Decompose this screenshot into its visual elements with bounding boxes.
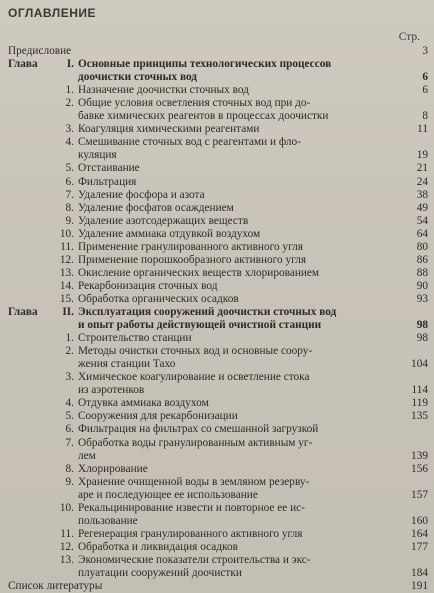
entry-page-number: 54	[416, 214, 428, 227]
toc-entry	[0, 44, 434, 58]
toc-entry	[0, 527, 434, 541]
toc-entry	[0, 566, 434, 580]
entry-title: бавке химических реагентов в процессах доочистки	[78, 110, 329, 123]
toc-entry	[0, 57, 434, 71]
toc-entry	[0, 370, 434, 384]
toc-entry	[0, 135, 434, 149]
toc-entry	[0, 305, 434, 319]
toc-entry	[0, 357, 434, 371]
entry-title: пользование	[78, 514, 138, 527]
entry-page-number: 184	[411, 567, 428, 579]
entry-page-number: 191	[411, 580, 428, 593]
entry-page-number: 49	[416, 201, 428, 214]
entry-title: Эксплуатация сооружений доочистки сточных вод	[78, 306, 337, 318]
toc-heading: ОГЛАВЛЕНИЕ	[8, 6, 97, 20]
toc-entry	[0, 540, 434, 554]
toc-entry	[0, 175, 434, 189]
entry-title: Предисловие	[8, 45, 72, 57]
toc-entry	[0, 318, 434, 332]
entry-title: Общие условия осветления сточных вод при до-	[78, 97, 311, 110]
toc-entry	[0, 488, 434, 502]
toc-entry	[0, 462, 434, 476]
entry-number: 8.	[65, 462, 74, 475]
entry-title: Основные принципы технологических процессов	[78, 58, 332, 71]
toc-entry	[0, 383, 434, 397]
entry-number: 7.	[65, 188, 74, 201]
entry-page-number: 3	[422, 45, 428, 57]
entry-page-number: 98	[416, 319, 428, 332]
toc-entry	[0, 436, 434, 450]
entry-number: 15.	[59, 292, 74, 305]
entry-page-number: 19	[416, 149, 428, 162]
toc-entry	[0, 83, 434, 97]
toc-entry	[0, 148, 434, 162]
toc-entry	[0, 449, 434, 463]
entry-title: Сооружения для рекарбонизации	[78, 410, 238, 423]
entry-title: Экономические показатели строительства и экс-	[78, 553, 311, 566]
toc-entry	[0, 514, 434, 528]
entry-title: Химическое коагулирование и осветление стока	[78, 371, 310, 384]
entry-page-number: 11	[417, 123, 428, 136]
toc-entry	[0, 70, 434, 84]
entry-page-number: 135	[411, 410, 428, 423]
entry-page-number: 86	[416, 253, 428, 266]
entry-number: 13.	[59, 553, 74, 566]
entry-title: аре и последующее ее использование	[78, 488, 258, 501]
toc-entry	[0, 579, 434, 593]
toc-entry	[0, 553, 434, 567]
entry-title: Удаление фосфатов осаждением	[78, 201, 234, 214]
entry-title: Обработка воды гранулированным активным уг-	[78, 436, 313, 449]
chapter-label: Глава	[8, 58, 38, 71]
entry-title: Назначение доочистки сточных вод	[78, 84, 249, 97]
entry-title: Методы очистки сточных вод и основные соору-	[78, 345, 313, 358]
entry-number: 11.	[60, 240, 74, 253]
entry-page-number: 64	[416, 227, 428, 240]
entry-number: 13.	[59, 266, 74, 279]
toc-entry	[0, 122, 434, 136]
entry-number: 11.	[60, 527, 74, 540]
entry-title: лем	[78, 449, 96, 462]
entry-page-number: 156	[411, 462, 428, 475]
entry-number: 1.	[65, 84, 74, 97]
entry-page-number: 164	[411, 527, 428, 540]
entry-title: и опыт работы действующей очистной станции	[78, 319, 322, 332]
entry-number: 6.	[65, 175, 74, 188]
toc-entry	[0, 396, 434, 410]
entry-title: Удаление фосфора и азота	[78, 188, 205, 201]
entry-page-number: 93	[416, 292, 428, 305]
toc-entry	[0, 161, 434, 175]
entry-title: Отдувка аммиака воздухом	[78, 397, 209, 410]
entry-page-number: 98	[416, 332, 428, 345]
entry-title: Хранение очищенной воды в земляном резерву-	[78, 475, 310, 488]
entry-number: 8.	[65, 201, 74, 214]
entry-title: Строительство станции	[78, 332, 192, 345]
entry-number: 7.	[65, 436, 74, 449]
toc-entry	[0, 501, 434, 515]
toc-entry	[0, 96, 434, 110]
entry-page-number: 114	[411, 384, 428, 397]
entry-page-number: 24	[416, 175, 428, 188]
toc-entry	[0, 409, 434, 423]
entry-number: 3.	[65, 371, 74, 384]
toc-entry	[0, 331, 434, 345]
entry-title: Смешивание сточных вод с реагентами и фло-	[78, 136, 301, 149]
entry-title: жения станции Тахо	[78, 358, 176, 371]
entry-title: Фильтрация на фильтрах со смешанной загрузкой	[78, 423, 319, 436]
entry-title: Рекальцинирование извести и повторное ее ис-	[78, 501, 305, 514]
entry-page-number: 38	[416, 188, 428, 201]
toc-entry	[0, 475, 434, 489]
entry-title: Рекарбонизация сточных вод	[78, 279, 218, 292]
entry-page-number: 6	[422, 71, 428, 84]
entry-number: 9.	[65, 475, 74, 488]
toc-entry	[0, 344, 434, 358]
entry-title: Удаление аммиака отдувкой воздухом	[78, 227, 261, 240]
toc-entry	[0, 253, 434, 267]
entry-page-number: 139	[411, 449, 428, 462]
entry-number: 5.	[65, 162, 74, 175]
chapter-label: Глава	[8, 306, 38, 318]
entry-number: 4.	[65, 136, 74, 149]
page-column-label: Стр.	[398, 31, 420, 43]
entry-title: Применение гранулированного активного угля	[78, 240, 303, 253]
entry-title: доочистки сточных вод	[78, 71, 198, 84]
entry-number: 3.	[65, 123, 74, 136]
entry-number: 2.	[65, 97, 74, 110]
entry-page-number: 6	[422, 84, 428, 97]
entry-number: 2.	[65, 345, 74, 358]
entry-page-number: 119	[411, 397, 428, 410]
entry-title: Коагуляция химическими реагентами	[78, 123, 260, 136]
toc-entry	[0, 109, 434, 123]
toc-entry	[0, 266, 434, 280]
entry-title: Регенерация гранулированного активного угля	[78, 527, 303, 540]
entry-title: плуатации сооружений доочистки	[78, 567, 242, 579]
entry-title: Применение порошкообразного активного угля	[78, 253, 307, 266]
entry-title: Отстаивание	[78, 162, 140, 175]
toc-entry	[0, 292, 434, 306]
entry-title: Обработка органических осадков	[78, 292, 239, 305]
entry-number: II.	[62, 306, 74, 318]
entry-number: 4.	[65, 397, 74, 410]
entry-page-number: 88	[416, 266, 428, 279]
entry-number: 12.	[59, 253, 74, 266]
toc-entry	[0, 201, 434, 215]
toc-entry	[0, 240, 434, 254]
entry-title: из аэротенков	[78, 384, 145, 397]
entry-number: 12.	[59, 540, 74, 553]
entry-page-number: 90	[416, 279, 428, 292]
toc-entry	[0, 422, 434, 436]
entry-page-number: 8	[422, 110, 428, 123]
entry-title: Хлорирование	[78, 462, 148, 475]
entry-number: 10.	[59, 501, 74, 514]
entry-title: Удаление азотсодержащих веществ	[78, 214, 249, 227]
toc-entry	[0, 279, 434, 293]
entry-number: I.	[66, 58, 74, 71]
entry-title: куляция	[78, 149, 117, 162]
entry-page-number: 104	[411, 358, 428, 371]
entry-page-number: 177	[411, 540, 428, 553]
entry-page-number: 21	[416, 162, 428, 175]
entry-number: 6.	[65, 423, 74, 436]
entry-number: 5.	[65, 410, 74, 423]
entry-page-number: 160	[411, 514, 428, 527]
entry-page-number: 80	[416, 240, 428, 253]
toc-entry	[0, 214, 434, 228]
toc-entry	[0, 188, 434, 202]
entry-title: Список литературы	[8, 580, 103, 593]
entry-page-number: 157	[411, 488, 428, 501]
entry-number: 1.	[65, 332, 74, 345]
entry-number: 14.	[59, 279, 74, 292]
entry-number: 10.	[59, 227, 74, 240]
entry-title: Окисление органических веществ хлорированием	[78, 266, 320, 279]
entry-number: 9.	[65, 214, 74, 227]
entry-title: Фильтрация	[78, 175, 137, 188]
toc-entry	[0, 227, 434, 241]
entry-title: Обработка и ликвидация осадков	[78, 540, 238, 553]
